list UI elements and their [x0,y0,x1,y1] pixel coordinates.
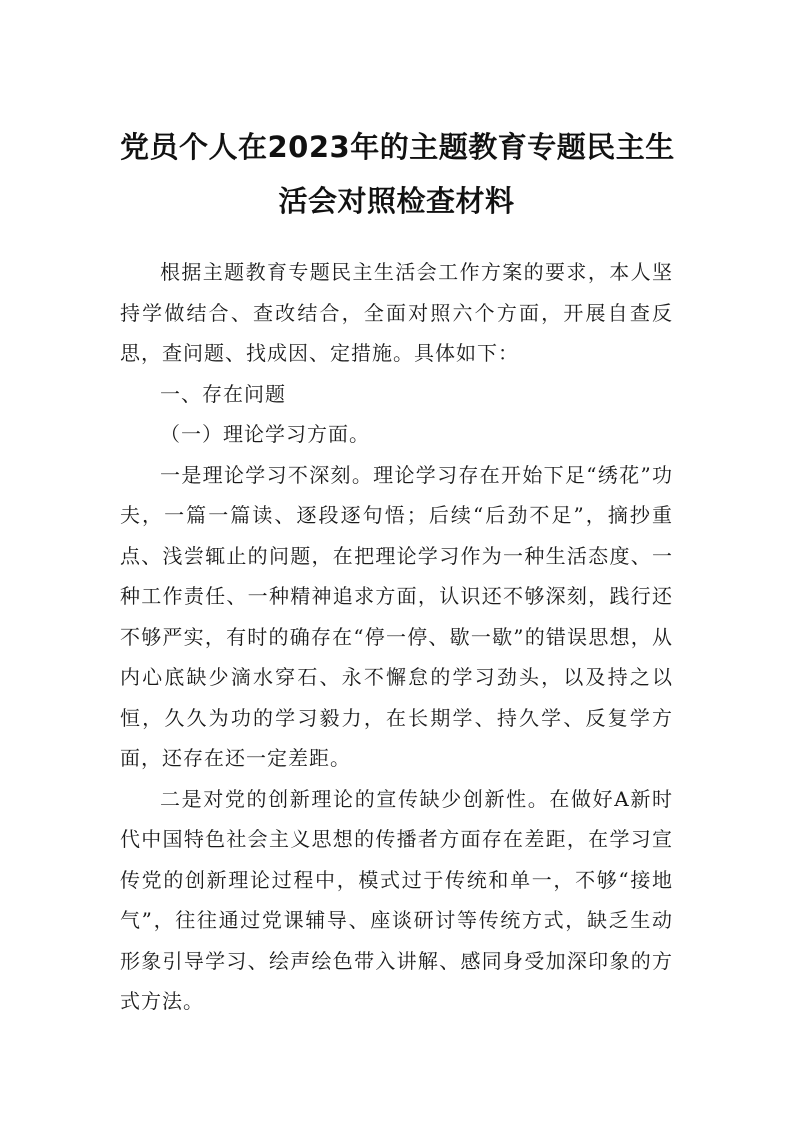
problem-paragraph-1: 一是理论学习不深刻。理论学习存在开始下足“绣花”功夫，一篇一篇读、逐段逐句悟；后续“后劲不足”，摘抄重点、浅尝辄止的问题，在把理论学习作为一种生活态度、一种工作责任、一种精神追求方面，认识还不够深刻，践行还不够严实，有时的确存在“停一停、歇一歇”的错误思想，从内心底缺少滴水穿石、永不懈怠的学习劲头，以及持之以恒，久久为功的学习毅力，在长期学、持久学、反复学方面，还存在还一定差距。 [120,462,673,770]
problem-paragraph-2: 二是对党的创新理论的宣传缺少创新性。在做好A新时代中国特色社会主义思想的传播者方面存在差距，在学习宣传党的创新理论过程中，模式过于传统和单一，不够“接地气”，往往通过党课辅导、座谈研讨等传统方式，缺乏生动形象引导学习、绘声绘色带入讲解、感同身受加深印象的方式方法。 [120,786,673,1013]
title-line-2: 活会对照检查材料 [278,184,515,218]
document-title [120,120,673,228]
document-body [120,252,673,1022]
title-line-1: 党员个人在2023年的主题教育专题民主生 [120,130,675,164]
section-heading: 一、存在问题 [160,381,286,406]
intro-paragraph: 根据主题教育专题民主生活会工作方案的要求，本人坚持学做结合、查改结合，全面对照六个方面，开展自查反思，查问题、找成因、定措施。具体如下： [120,260,673,365]
subsection-heading: （一）理论学习方面。 [160,422,370,446]
